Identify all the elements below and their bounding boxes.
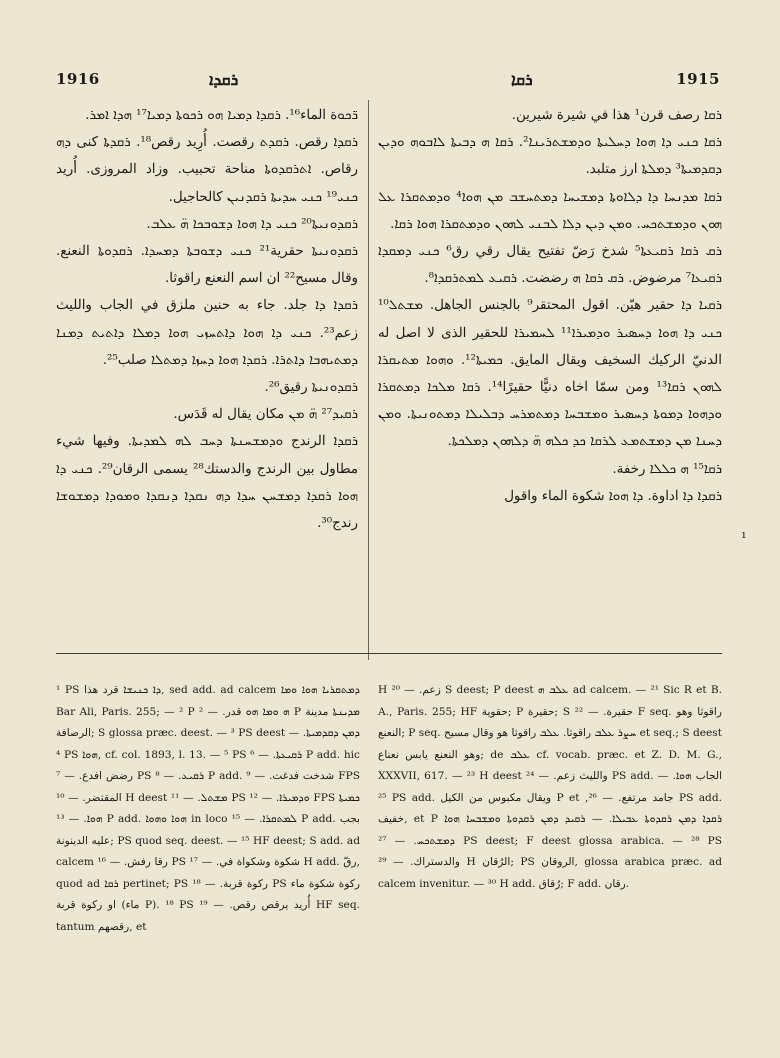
entry-paragraph: ܪܩܕܘܢܝܬܐ رقيق²⁶.: [264, 380, 358, 396]
right-page-number: 1915: [676, 70, 720, 88]
entry-paragraph: ܪܩܕܐ ܕܐ اداوة. ܕܐ ܗܘܐ شكوة الماء واقول: [504, 488, 722, 504]
entry-paragraph: ܪܩ ܪܩܐ ܪܩܝܥܬܐ⁵ شدخ رَضّ تفتيح يقال رقي رق⁶ ܟܢܝ ܕܡܩܕܐ ܪܩܝܥܐ⁷ مرضوض. ܪܩ ܪܩܐ ܗ رضضت. ܪܩܝܥ ܠܡܬܪܩܕܐ⁸.: [378, 244, 722, 287]
entry-paragraph: ܪܩܕܐ الرندج ܘܕܡܫܚܢܬܐ ܕܚܒ ܠܗ ܠܡܕܝܬܐ. وفيها شيء مطاول بين الرندج والدستك²⁸ يسمى الرقان²⁹. ܟܢܝ ܕܐ ܗܘܐ ܪܩܕܐ ܕܡܫܚܢ ܚܕܐ ܕܗ ܢܩܕܐ ܕܢܩܕܐ ܘܡܘܕܐ ܕܡܫܘܫܐ رندج³⁰.: [56, 434, 359, 532]
entry-paragraph: ܪܩܝܐ ܕܐ حقير هيّن. اقول المحتقر⁹ بالجنس الجاهل. ܡܫܬܠ¹⁰ ܟܢܝ ܕܐ ܗܘܐ ܕܚܣܝܪ ܘܕܡܝܪܐ¹¹ ܠܚܡܝܪܐ للحقير الذى لا اصل له الدنيّ الركيك السخيف ويقال المايق. ܟܡܝܬܐ¹². ܘܗܘܐ ܡܬܝܩܪܐ ܠܗܘܢ ܪܩܐ¹³ ومن سمّا اخاه دنيًّا حقيرًا¹⁴. ܪܩܐ ܡܠܟܐ ܕܡܬܩܪܐ ܘܕܗܘܐ ܕܡܘܬܐ ܕܚܣܝܪ ܘܡܫܒܚܐ ܕܡܬܡܪܚ ܕܒܠܝܠܐ ܕܡܬܘܢܝܬܐ. ܘܡܢ ܕܚܢܐ ܡܢ ܕܡܫܬܡܥ ܠܪܩܐ ܟܕ ܟܠܗ ܗ̈ ܕܠܗܘܢ ܕܡܠܟܬܐ.: [378, 298, 723, 450]
footnote-block: H زعم. — ²⁰ S deest; P deest ܥܠܒ ܗ ad calcem. — ²¹ Sic R et B. A., Paris. 255; HF حقوية; P حقيرة; S حقيرة. — ²² F seq. راقوثا وهو النعنع; P seq. ܚܨܪ ܥܠܒ راقوثا. ܥܠܒ راقوثا هو وقال مسيح et seq.; S deest وهو النعنع يابس نعناع; de ܥܠܒ cf. vocab. præc. et Z. D. M. G., XXXVII, 617. — ²³ H deest والليث زعم. — ²⁴ PS add. الجاب ܗܘܐ. — ²⁵ PS add. ويقال مكبوس من الكيل P et ,جامد مرتفع. — ²⁶ PS add. خفيف, et P ܪܩܕܐ ܕܡܢ ܪܩܕܘܬܐ ܥܒܝܠܐ. — ܪܩܝܕ ܕܡܢ ܪܩܕܘܬܐ ܘܡܫܒܚܐ ܗܘܐ ܕܡܫܬܟܚ. — ²⁷ PS deest; F deest glossa arabica. — ²⁸ PS والدستراك. — ²⁹ H الرُقان; PS الروقان, glossa arabica præc. ad calcem invenitur. — ³⁰ H add. رُقاق; F add. رقان.: [378, 684, 723, 890]
right-footnotes: [378, 680, 722, 895]
right-text-column: [378, 102, 722, 510]
right-running-headword: ܪܩܐ: [511, 70, 533, 89]
left-footnotes: [56, 680, 360, 938]
left-running-headword: ܪܩܕܐ: [209, 70, 239, 89]
entry-paragraph: ܪܩܕܐ رقص. ܪܩܕܬ رقصت. أُرِيد رقص¹⁸. ܪܩܕܬܐ كنى ܕܗ رقاص. ܐܬܪܩܕܘܬܐ مناحة تحبيب. وزاد المروزى. أُريد ܟܢܝ¹⁹ ܟܢܝ ܚܕܝܬܐ ܪܩܕܢܝܢ كالحاجيل.: [56, 135, 358, 205]
entry-paragraph: ܪܩܕܐ ܕܐ جلد. جاء به حنين ملزق في الجاب والليث زعم²³. ܟܢܝ ܕܐ ܗܘܐ ܕܐܬܚܙܝ ܗܘܐ ܕܡܠܐ ܕܐܬܝܬ ܕܡܢܐ ܕܡܬܝܗܒܐ ܕܐܬܪܐ. ܪܩܕܐ ܗܘܐ ܕܚܙܐ ܕܡܬܠܐ صلب²⁵.: [56, 298, 358, 368]
entry-paragraph: ܪ݁ܟܘة الماء¹⁶. ܪܩܕܐ ܕܡܝܐ ܗܘ ܪܟܘܬܐ ܕܡܝܐ¹⁷ ܗܕܐ ܐܡܪ.: [85, 108, 358, 123]
column-divider: [368, 100, 369, 660]
left-page-number: 1916: [56, 70, 100, 88]
footnote-block: ¹ PS ܕܐ ܟܢܝܫܐ قرد هذا, sed add. ad calcem ܕܡܬܩܪܝܐ ܗܘܐ ܘܡܐ Bar Ali, Paris. 255; — ² P ܗ ܘܡܐ ܗܘ قدر. — ² P ܡܕܝܢܬܐ مدينة الرصافة; S glossa præc. deest. — ³ PS deest ܕܡܢ ܕܩܕܡܝܬܐ. — ⁴ PS ܗܘܐ, cf. col. 1893, l. 13. — ⁵ PS ܪܩܝܥܬܐ. — ⁶ P add. hic رضض افدع. — ⁷ PS ܪܩܝܥ. — ⁸ P add. شدخت فدغت. — ⁹ FPS المقتضر. — ¹⁰ H deest ܡܫܬܠ. — ¹¹ PS ܘܕܡܝܪܐ. — ¹² FPS ܟܡܝܬܐ ܗܘܐ. — ¹³ P add. ܗܘܐ ܘܗܘܐ in loco ܠܡܬܩܪܐ. — ¹⁵ P add. بجب عليه الدينونة; PS quod seq. deest. — ¹⁵ HF deest; S add. ad calcem رقا رفش. — ¹⁶ PS شكوة وشكواة في. — ¹⁷ H add. رقّ, quod ad ܪܩܐ pertinet; PS ركوة قربة. — ¹⁸ PS ركوة شكوة ماء او ركوة قربة (ماء P). ¹⁸ PS أُريد يرقص رقص. — ¹⁹ HF seq. tantum رقصهم, et: [56, 684, 361, 933]
entry-paragraph: ܪܩܝܕ²⁷ ܗ̈ ܡܢ مكان يقال له قَدَس.: [173, 407, 358, 423]
footnote-rule: [56, 653, 722, 654]
entry-paragraph: ܪܩܕܘܢܝܬܐ حقرية²¹ ܟܢܝ ܕܫܘܒܬܐ ܕܡܚܕܐ. ܪܩܕܘܬܐ النعنع. وقال مسيح²² ان اسم النعنع راقوثا.: [56, 244, 358, 287]
margin-mark: ı: [742, 528, 746, 541]
entry-paragraph: ܪܩܐ رصف قرن¹ هذا في شيرة شيرين.: [511, 108, 722, 123]
left-text-column: [56, 102, 358, 537]
entry-paragraph: ܪܩܐ ܡܕܢܚܐ ܕܐ ܕܠܐܘܬܐ ܕܡܫܝܚܐ ܕܡܬܚܫܒ ܡܢ ܗܘܐ⁴ ܘܕܡܬܩܪܐ ܥܠ ܗܘܢ ܘܕܡܫܬܟܚ. ܘܡܢ ܕܝܢ ܕܠܐ ܠܒܢܝ ܠܗܘܢ ܘܕܡܬܩܪܐ ܗܘܐ ܪܩܐ.: [378, 189, 722, 232]
entry-paragraph: ܪܩܐ ܟܢܝ ܕܐ ܗܘܐ ܕܚܠܝܬܐ ܘܕܡܫܬܪܝܢܐ². ܪܩܐ ܗ ܕܒܝܬܐ ܠܐܒܘܗ ܘܕܝܢ ܕܩܕܡܝܬܐ³ ܕܡܠܬܐ ارز متلبد.: [378, 135, 722, 178]
entry-paragraph: ܪܩܕܘܢܝܬܐ²⁰ ܟܢܝ ܕܐ ܗܘܐ ܕܫܘܒܟܐ ܗ̈ ܥܠܒ.: [146, 216, 358, 232]
entry-paragraph: ܪܩܐ¹⁵ ܗ ܟܠܠܐ رخفة.: [612, 461, 722, 477]
running-header: [56, 70, 720, 94]
